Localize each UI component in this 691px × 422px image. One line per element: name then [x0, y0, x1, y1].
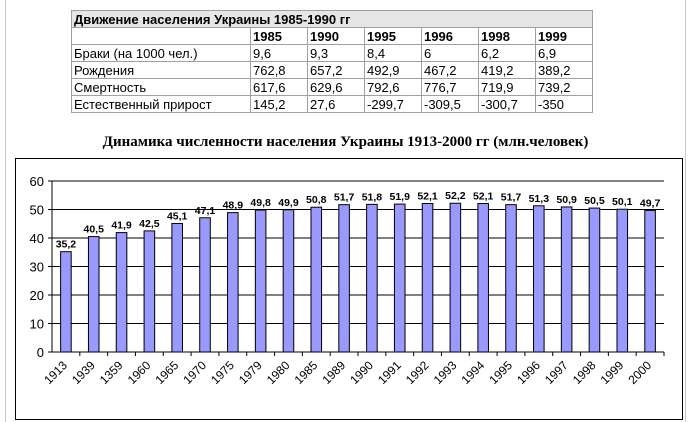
table-cell: 6,2 — [479, 45, 536, 62]
bar — [367, 204, 378, 352]
y-tick-label: 20 — [29, 288, 44, 303]
table-cell: 8,4 — [365, 45, 422, 62]
bar — [311, 207, 322, 352]
y-tick-label: 60 — [29, 174, 44, 189]
bar — [200, 218, 211, 352]
chart-title: Динамика численности населения Украины 1913-2000 гг (млн.человек) — [102, 134, 589, 150]
table-cell: -309,5 — [422, 96, 479, 113]
x-tick-label: 1939 — [69, 358, 98, 388]
bar — [172, 223, 183, 352]
data-label: 52,2 — [445, 190, 466, 203]
bar — [116, 233, 127, 352]
data-label: 51,7 — [333, 191, 355, 204]
y-tick-label: 30 — [29, 259, 44, 275]
table-cell: 6 — [422, 45, 479, 62]
data-label: 50,1 — [612, 196, 633, 209]
x-tick-label: 1990 — [347, 358, 377, 388]
data-label: 49,7 — [639, 197, 661, 210]
bar — [617, 209, 628, 352]
bar — [88, 237, 99, 352]
table-cell: 9,3 — [308, 45, 365, 62]
bar — [534, 206, 545, 352]
table-cell: 617,6 — [251, 79, 308, 96]
bar — [561, 207, 572, 352]
bar — [144, 231, 155, 352]
data-label: 45,1 — [166, 210, 188, 223]
data-label: 35,2 — [55, 238, 77, 251]
bar — [422, 204, 433, 352]
x-tick-label: 1998 — [569, 358, 599, 388]
table-cell: 389,2 — [536, 62, 593, 79]
table-cell: 776,7 — [422, 79, 479, 96]
x-tick-label: 1960 — [124, 358, 154, 388]
data-label: 51,7 — [500, 191, 522, 204]
bar — [645, 210, 656, 352]
x-tick-label: 1989 — [319, 358, 349, 388]
bar — [394, 204, 405, 352]
table-cell: 145,2 — [251, 96, 308, 113]
year-header: 1990 — [308, 28, 365, 45]
x-tick-label: 1979 — [235, 358, 265, 388]
year-header: 1999 — [536, 28, 593, 45]
y-tick-label: 10 — [29, 316, 44, 332]
x-tick-label: 1994 — [458, 358, 488, 388]
x-tick-label: 2000 — [625, 358, 655, 388]
bar — [283, 210, 294, 352]
table-cell: 419,2 — [479, 62, 536, 79]
bar — [61, 252, 72, 352]
table-cell: 9,6 — [251, 45, 308, 62]
x-tick-label: 1995 — [486, 358, 516, 388]
data-label: 41,9 — [111, 219, 132, 232]
table-cell: 739,2 — [536, 79, 593, 96]
year-header: 1996 — [422, 28, 479, 45]
table-cell: 657,2 — [308, 62, 365, 79]
table-cell: -300,7 — [479, 96, 536, 113]
bar — [228, 213, 239, 352]
row-label: Браки (на 1000 чел.) — [72, 45, 251, 62]
y-tick-label: 40 — [29, 231, 44, 246]
x-tick-label: 1993 — [430, 358, 460, 388]
x-tick-label: 1970 — [180, 358, 210, 388]
x-tick-label: 1913 — [41, 358, 71, 388]
y-tick-label: 50 — [29, 202, 44, 218]
year-header: 1985 — [251, 28, 308, 45]
data-label: 47,1 — [194, 204, 216, 217]
x-tick-label: 1997 — [541, 358, 571, 388]
year-header: 1995 — [365, 28, 422, 45]
table-cell: 492,9 — [365, 62, 422, 79]
table-cell: -299,7 — [365, 96, 422, 113]
row-label: Естественный прирост — [72, 96, 251, 113]
data-label: 49,9 — [278, 196, 299, 209]
x-tick-label: 1980 — [263, 358, 293, 388]
x-tick-label: 1975 — [208, 358, 237, 388]
data-label: 52,1 — [417, 190, 438, 203]
data-label: 50,8 — [306, 194, 327, 207]
bar — [478, 204, 489, 352]
data-label: 52,1 — [472, 190, 494, 203]
x-tick-label: 1965 — [152, 358, 182, 388]
row-label: Смертность — [72, 79, 251, 96]
year-header: 1998 — [479, 28, 536, 45]
table-cell: 792,6 — [365, 79, 422, 96]
y-tick-label: 0 — [36, 345, 44, 360]
bar — [450, 203, 461, 352]
data-label: 51,8 — [361, 191, 383, 204]
table-cell: 719,9 — [479, 79, 536, 96]
row-label: Рождения — [72, 62, 251, 79]
x-tick-label: 1985 — [291, 358, 321, 388]
data-label: 48,9 — [222, 199, 244, 212]
bar — [339, 205, 350, 352]
x-tick-label: 1992 — [402, 358, 432, 388]
table-cell: 6,9 — [536, 45, 593, 62]
bar — [255, 210, 266, 352]
data-label: 40,5 — [83, 223, 104, 236]
table-cell: 629,6 — [308, 79, 365, 96]
data-label: 42,5 — [139, 217, 160, 230]
data-label: 50,9 — [556, 193, 577, 206]
x-tick-label: 1999 — [597, 358, 627, 388]
data-label: 50,5 — [584, 195, 605, 208]
data-label: 51,3 — [528, 192, 550, 205]
table-cell: 27,6 — [308, 96, 365, 113]
x-tick-label: 1359 — [96, 358, 126, 388]
table-title: Движение населения Украины 1985-1990 гг — [72, 11, 593, 28]
x-tick-label: 1996 — [514, 358, 543, 388]
bar — [506, 205, 517, 352]
x-tick-label: 1991 — [375, 358, 404, 388]
table-cell: -350 — [536, 96, 593, 113]
table-cell: 467,2 — [422, 62, 479, 79]
bar — [589, 208, 600, 352]
data-label: 51,9 — [389, 191, 410, 204]
table-cell: 762,8 — [251, 62, 308, 79]
data-label: 49,8 — [250, 197, 271, 210]
